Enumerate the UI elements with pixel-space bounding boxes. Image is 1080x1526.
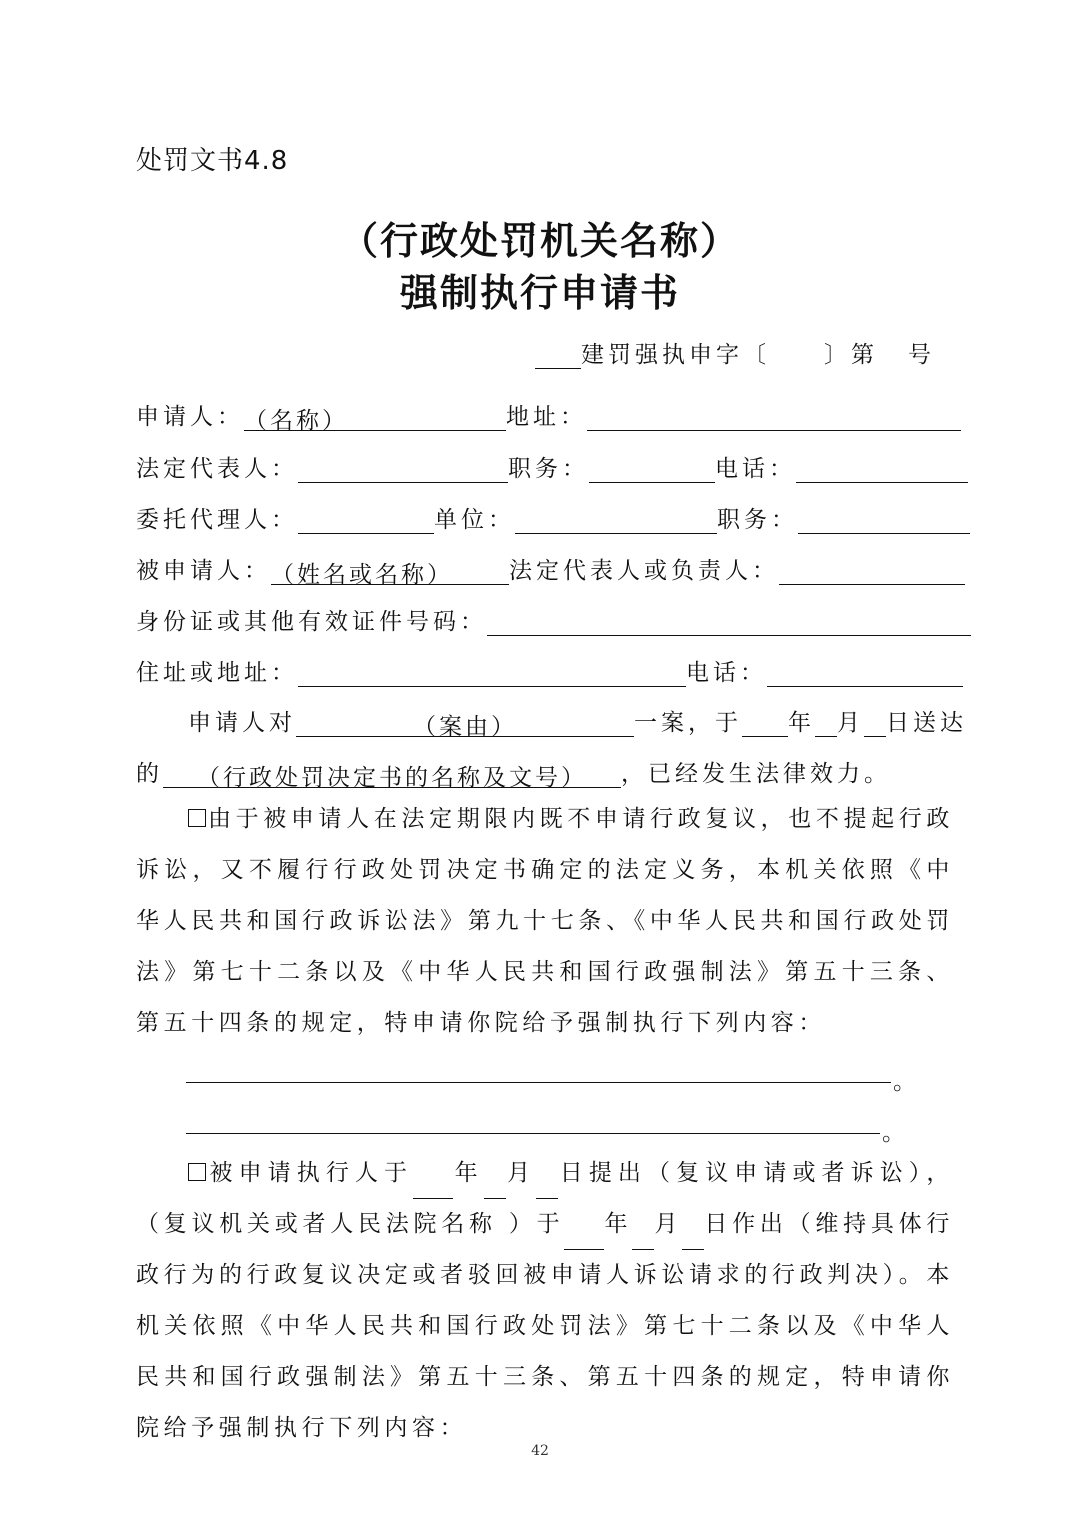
id-field[interactable] <box>487 607 971 636</box>
option-2-month-label: 月 <box>505 1160 537 1186</box>
residence-label: 住址或地址： <box>136 660 298 686</box>
case-lead: 申请人对 <box>188 710 296 736</box>
agent-row <box>136 501 970 534</box>
unit-field[interactable] <box>515 505 717 534</box>
case-line-1 <box>188 704 967 740</box>
case-month-field[interactable] <box>815 708 837 737</box>
reference-number <box>535 336 935 369</box>
option-2-year2-label: 年 <box>604 1211 633 1237</box>
agent-label: 委托代理人： <box>136 507 298 533</box>
position2-label: 职务： <box>717 507 798 533</box>
id-row <box>136 603 971 636</box>
case-field[interactable] <box>296 708 634 740</box>
respondent-row <box>136 552 965 588</box>
case-month-label: 月 <box>837 710 864 736</box>
respondent-field[interactable] <box>271 556 509 588</box>
content-line-2-period: 。 <box>882 1120 909 1146</box>
respondent-rep-field[interactable] <box>779 556 965 585</box>
ref-prefix-text: 建罚强执申字〔 <box>581 342 770 368</box>
position-field[interactable] <box>589 454 715 483</box>
case-line2-tail: ，已经发生法律效力。 <box>621 761 891 787</box>
applicant-field[interactable] <box>244 402 506 434</box>
respondent-rep-label: 法定代表人或负责人： <box>509 558 779 584</box>
applicant-placeholder: （名称） <box>244 408 348 434</box>
option-2-year2-field[interactable] <box>564 1225 604 1250</box>
page-number: 42 <box>531 1443 549 1459</box>
case-day-field[interactable] <box>864 708 886 737</box>
case-year-field[interactable] <box>742 708 788 737</box>
option-2-year-label: 年 <box>453 1160 484 1186</box>
option-2-part-2: 日提出（复议申请或者诉讼），（复议机关或者人民法院名称 ）于 <box>136 1160 954 1237</box>
case-mid: 一案，于 <box>634 710 742 736</box>
case-day-label: 日送达 <box>886 710 967 736</box>
decision-field[interactable] <box>163 759 621 791</box>
option-1-text: 由于被申请人在法定期限内既不申请行政复议，也不提起行政诉讼，又不履行行政处罚决定书确定的法定义务，本机关依照《中华人民共和国行政诉讼法》第九十七条、《中华人民共和国行政处罚法》第七十二条以及《中华人民共和国行政强制法》第五十三条、第五十四条的规定，特申请你院给予强制执行下列内容： <box>136 806 954 1036</box>
option-2-checkbox[interactable] <box>188 1163 206 1181</box>
position2-field[interactable] <box>798 505 970 534</box>
address-label: 地址： <box>506 404 587 430</box>
option-1-paragraph <box>136 794 954 1049</box>
content-line-2[interactable] <box>186 1133 880 1134</box>
unit-label: 单位： <box>434 507 515 533</box>
option-2-part-3: 日作出（维持具体行政行为的行政复议决定或者驳回被申请人诉讼请求的行政判决）。本机关依照《中华人民共和国行政处罚法》第七十二条以及《中华人民共和国行政强制法》第五十三条、第五十四条的规定，特申请你院给予强制执行下列内容： <box>136 1211 955 1441</box>
case-line-2 <box>136 755 891 791</box>
legal-rep-field[interactable] <box>298 454 508 483</box>
document-code: 处罚文书4.8 <box>136 146 289 176</box>
case-line2-lead: 的 <box>136 761 163 787</box>
content-line-1[interactable] <box>186 1082 891 1083</box>
decision-placeholder: （行政处罚决定书的名称及文号） <box>197 765 587 791</box>
option-2-day2-field[interactable] <box>682 1225 704 1250</box>
residence-row <box>136 654 963 687</box>
residence-field[interactable] <box>298 658 686 687</box>
content-line-1-period: 。 <box>893 1069 920 1095</box>
position-label: 职务： <box>508 456 589 482</box>
address-field[interactable] <box>587 402 961 431</box>
option-2-part-1: 被申请执行人于 <box>208 1160 414 1186</box>
phone2-label: 电话： <box>686 660 767 686</box>
title-authority-name: （行政处罚机关名称） <box>339 219 740 263</box>
option-2-month2-field[interactable] <box>632 1225 654 1250</box>
option-1-checkbox[interactable] <box>188 809 206 827</box>
option-2-day-field[interactable] <box>536 1174 558 1199</box>
id-label: 身份证或其他有效证件号码： <box>136 609 487 635</box>
option-2-month-field[interactable] <box>484 1174 506 1199</box>
case-placeholder: （案由） <box>413 714 517 740</box>
applicant-label: 申请人： <box>136 404 244 430</box>
agent-field[interactable] <box>298 505 434 534</box>
respondent-label: 被申请人： <box>136 558 271 584</box>
option-2-month2-label: 月 <box>654 1211 683 1237</box>
phone-label: 电话： <box>715 456 796 482</box>
respondent-placeholder: （姓名或名称） <box>271 562 453 588</box>
ref-prefix-blank[interactable] <box>535 340 581 369</box>
ref-suffix: 号 <box>908 342 935 368</box>
option-2-year-field[interactable] <box>413 1174 453 1199</box>
phone-field[interactable] <box>796 454 968 483</box>
ref-bracket-close: 〕第 <box>824 342 878 368</box>
option-2-paragraph <box>136 1148 954 1454</box>
phone2-field[interactable] <box>767 658 963 687</box>
title-application: 强制执行申请书 <box>399 271 680 315</box>
case-year-label: 年 <box>788 710 815 736</box>
legal-rep-label: 法定代表人： <box>136 456 298 482</box>
legal-rep-row <box>136 450 968 483</box>
applicant-row <box>136 398 961 434</box>
